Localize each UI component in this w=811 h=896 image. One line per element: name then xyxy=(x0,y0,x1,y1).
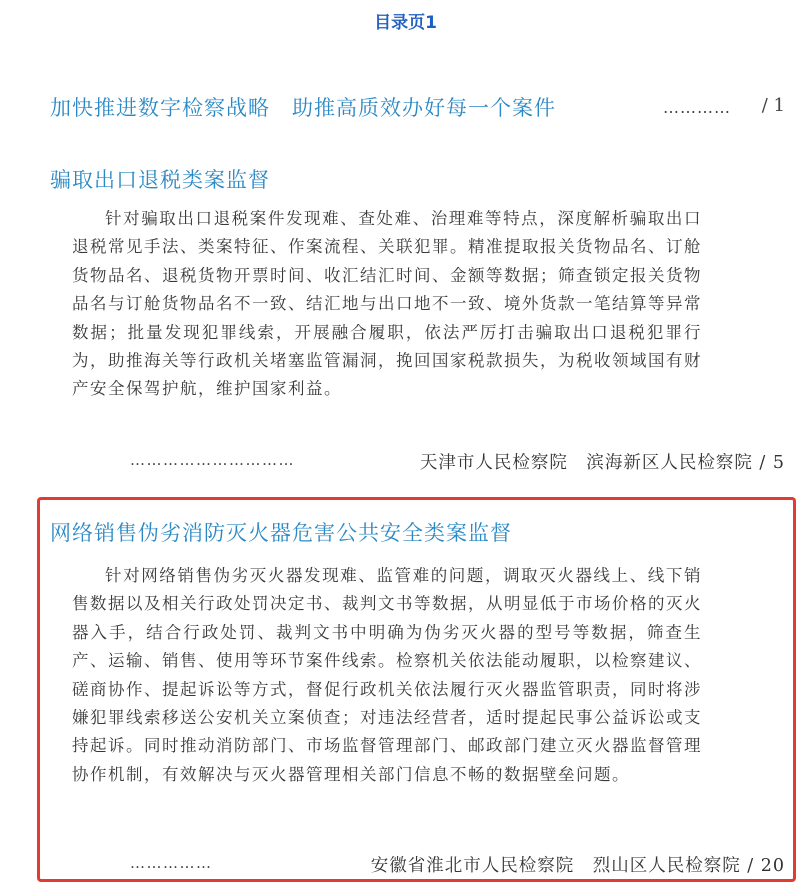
toc-entry-attribution-fire-extinguisher xyxy=(130,852,785,880)
toc-entry-title[interactable]: 加快推进数字检察战略 助推高质效办好每一个案件 xyxy=(50,96,556,120)
toc-entry-intro[interactable] xyxy=(50,92,785,122)
page-number: / 1 xyxy=(761,95,785,116)
attribution-orgs-page: 安徽省淮北市人民检察院 烈山区人民检察院 / 20 xyxy=(370,856,785,876)
toc-entry-title-fire-extinguisher[interactable]: 网络销售伪劣消防灭火器危害公共安全类案监督 xyxy=(50,521,512,545)
attribution-orgs-page: 天津市人民检察院 滨海新区人民检察院 / 5 xyxy=(419,453,785,473)
dot-leader: ………… xyxy=(663,98,731,117)
dot-leader: ………………………… xyxy=(130,451,295,469)
page-header-title: 目录页1 xyxy=(374,13,437,33)
toc-entry-summary-export-tax: 针对骗取出口退税案件发现难、查处难、治理难等特点，深度解析骗取出口退税常见手法、类案特征、作案流程、关联犯罪。精准提取报关货物品名、订舱货物品名、退税货物开票时间、收汇结汇时间、金额等数据；筛查锁定报关货物品名与订舱货物品名不一致、结汇地与出口地不一致、境外货款一笔结算等异常数据；批量发现犯罪线索，开展融合履职，依法严厉打击骗取出口退税犯罪行为，助推海关等行政机关堵塞监管漏洞，挽回国家税款损失，为税收领域国有财产安全保驾护航，维护国家利益。 xyxy=(72,209,702,399)
dot-leader: …………… xyxy=(130,854,213,872)
toc-entry-summary-fire-extinguisher: 针对网络销售伪劣灭火器发现难、监管难的问题，调取灭火器线上、线下销售数据以及相关行政处罚决定书、裁判文书等数据，从明显低于市场价格的灭火器入手，结合行政处罚、裁判文书中明确为伪劣灭火器的型号等数据，筛查生产、运输、销售、使用等环节案件线索。检察机关依法能动履职，以检察建议、磋商协作、提起诉讼等方式，督促行政机关依法履行灭火器监管职责，同时将涉嫌犯罪线索移送公安机关立案侦查；对违法经营者，适时提起民事公益诉讼或支持起诉。同时推动消防部门、市场监督管理部门、邮政部门建立灭火器监督管理协作机制，有效解决与灭火器管理相关部门信息不畅的数据壁垒问题。 xyxy=(72,566,702,784)
toc-entry-attribution-export-tax xyxy=(130,449,785,477)
toc-entry-title-export-tax[interactable]: 骗取出口退税类案监督 xyxy=(50,168,270,192)
